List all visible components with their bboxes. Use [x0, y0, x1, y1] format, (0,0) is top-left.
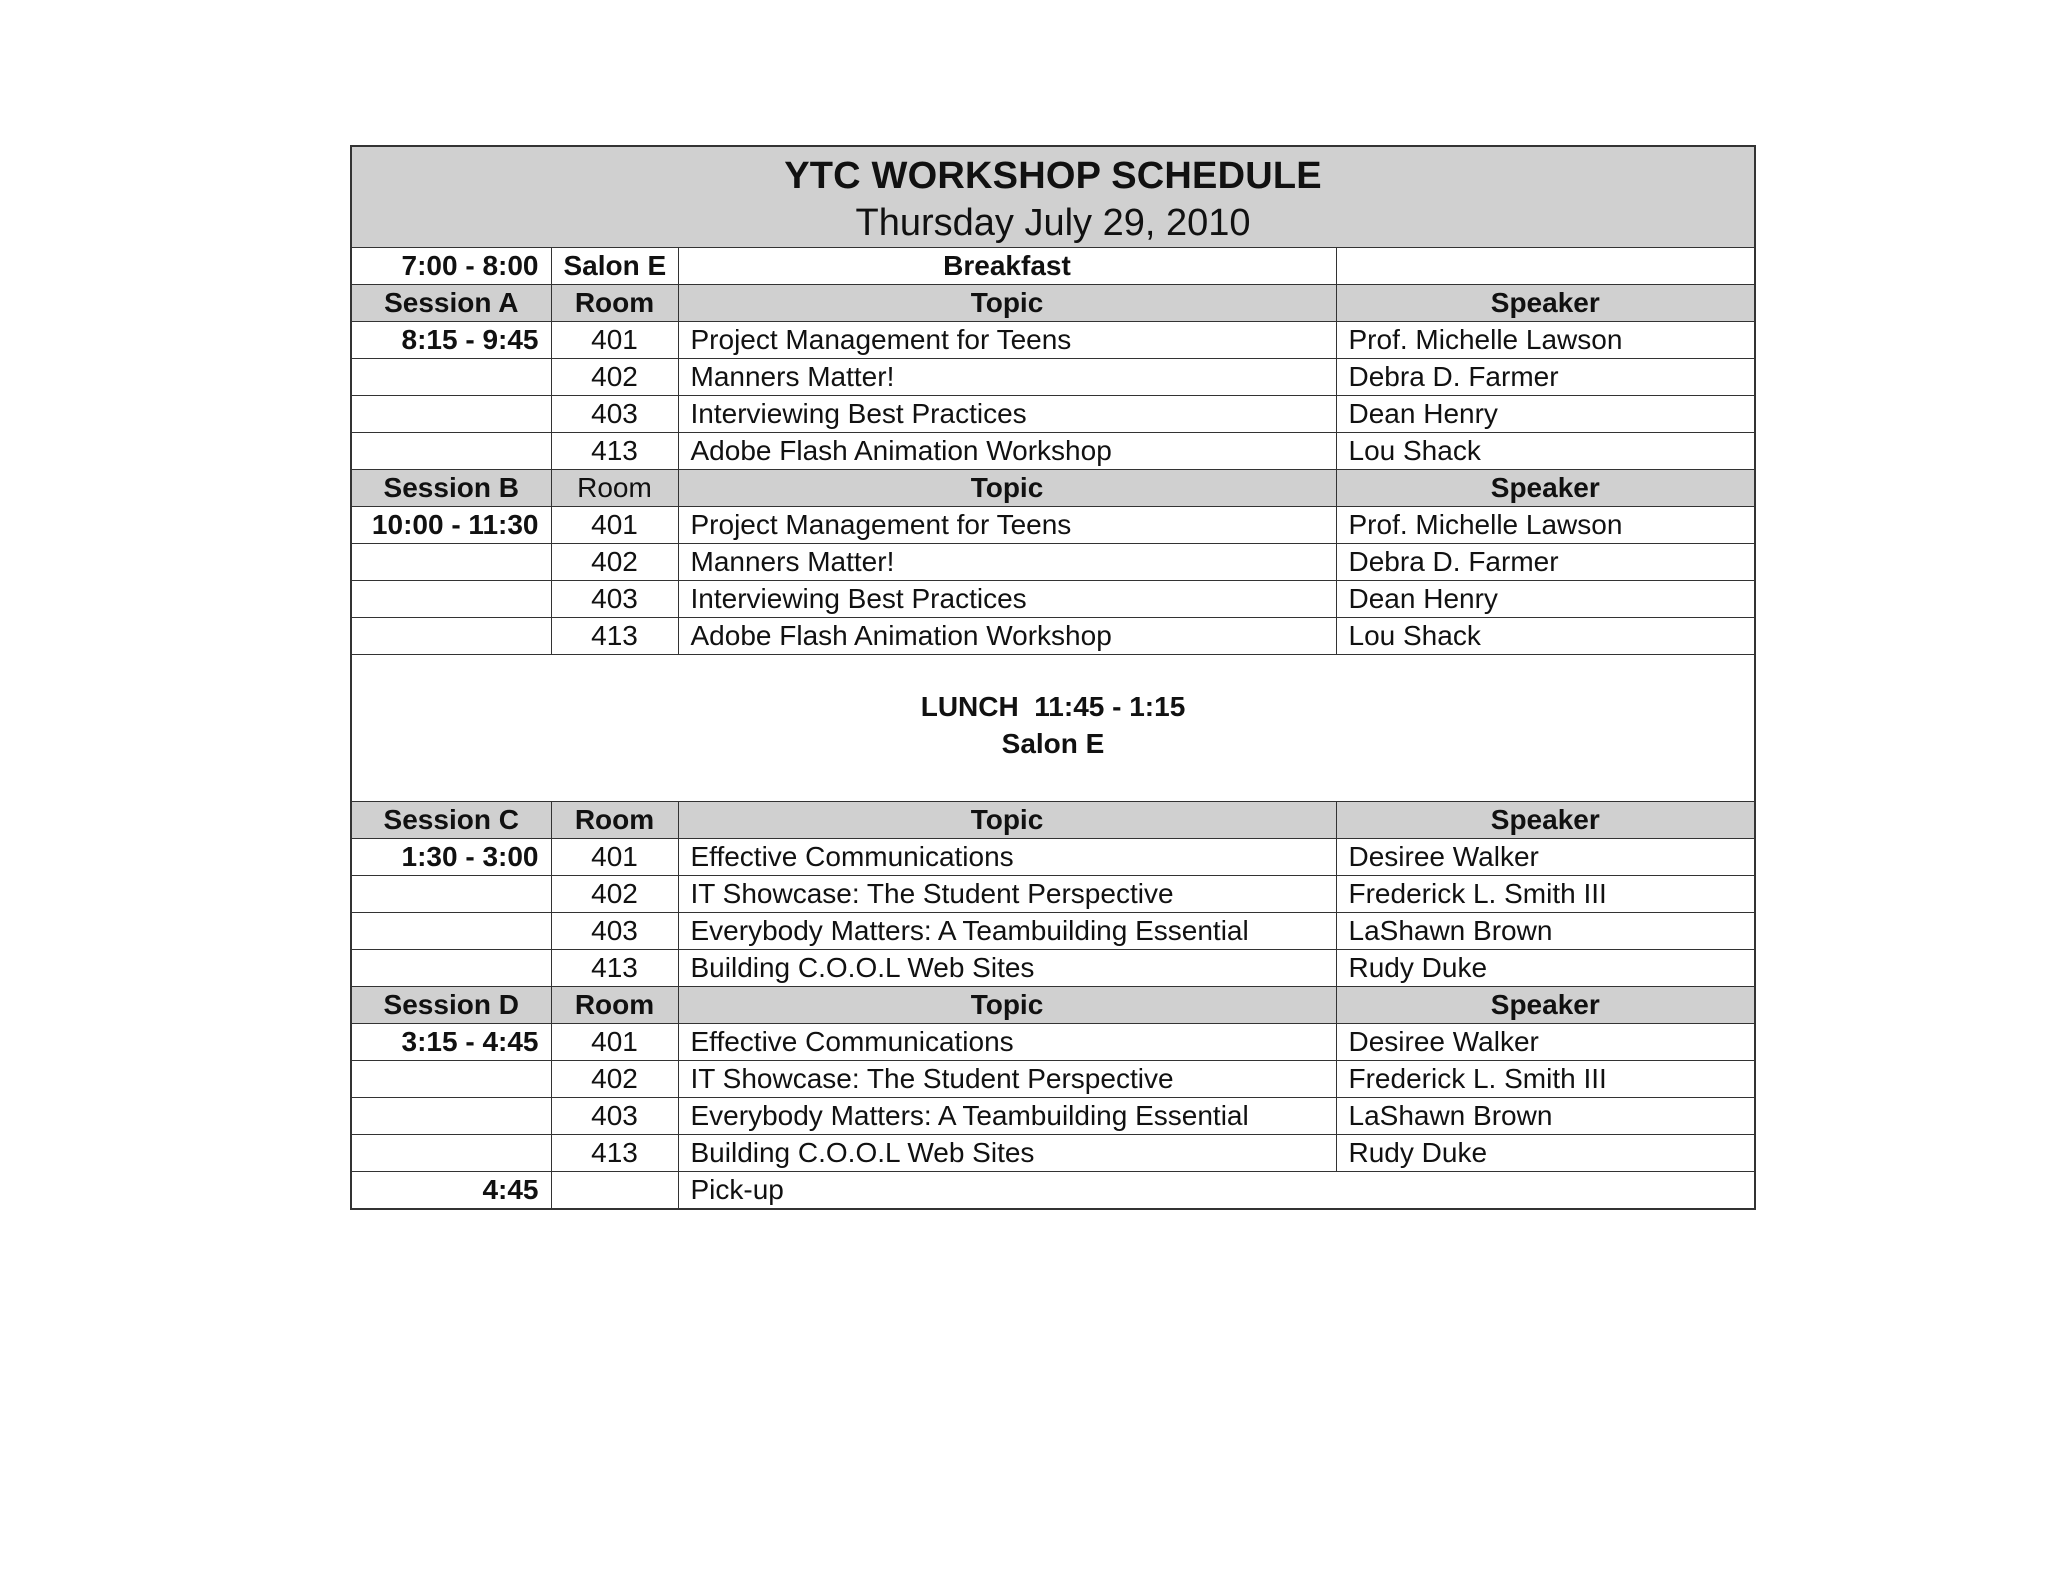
- session-a-time: 8:15 - 9:45: [351, 322, 551, 359]
- time-cell-empty: [351, 1061, 551, 1098]
- topic-cell: IT Showcase: The Student Perspective: [678, 876, 1336, 913]
- speaker-cell: Lou Shack: [1336, 618, 1755, 655]
- speaker-cell: Rudy Duke: [1336, 950, 1755, 987]
- topic-cell: Adobe Flash Animation Workshop: [678, 433, 1336, 470]
- time-cell-empty: [351, 913, 551, 950]
- session-c-name: Session C: [351, 802, 551, 839]
- session-c-header-row: [351, 802, 1755, 839]
- session-c-time: 1:30 - 3:00: [351, 839, 551, 876]
- speaker-cell: Desiree Walker: [1336, 1024, 1755, 1061]
- topic-cell: Building C.O.O.L Web Sites: [678, 1135, 1336, 1172]
- table-row: [351, 581, 1755, 618]
- session-b-header-row: [351, 470, 1755, 507]
- time-cell-empty: [351, 544, 551, 581]
- room-cell: 403: [551, 1098, 678, 1135]
- speaker-cell: Frederick L. Smith III: [1336, 876, 1755, 913]
- table-row: [351, 950, 1755, 987]
- session-d-header-row: [351, 987, 1755, 1024]
- room-cell: 401: [551, 839, 678, 876]
- breakfast-empty-cell: [1336, 248, 1755, 285]
- topic-cell: Interviewing Best Practices: [678, 396, 1336, 433]
- room-cell: 402: [551, 544, 678, 581]
- speaker-cell: Dean Henry: [1336, 396, 1755, 433]
- pickup-room-empty: [551, 1172, 678, 1210]
- pickup-time: 4:45: [351, 1172, 551, 1210]
- speaker-header: Speaker: [1336, 470, 1755, 507]
- room-header: Room: [551, 285, 678, 322]
- table-row: [351, 1098, 1755, 1135]
- table-row: [351, 618, 1755, 655]
- pickup-label: Pick-up: [678, 1172, 1755, 1210]
- topic-cell: Effective Communications: [678, 839, 1336, 876]
- topic-header: Topic: [678, 285, 1336, 322]
- title-row: [351, 146, 1755, 248]
- room-cell: 413: [551, 1135, 678, 1172]
- speaker-cell: Prof. Michelle Lawson: [1336, 322, 1755, 359]
- workshop-schedule-table: [350, 145, 1756, 1210]
- time-cell-empty: [351, 618, 551, 655]
- topic-cell: Interviewing Best Practices: [678, 581, 1336, 618]
- table-row: [351, 876, 1755, 913]
- table-row: [351, 1135, 1755, 1172]
- speaker-cell: Debra D. Farmer: [1336, 544, 1755, 581]
- table-row: [351, 1061, 1755, 1098]
- speaker-cell: Dean Henry: [1336, 581, 1755, 618]
- table-row: [351, 359, 1755, 396]
- topic-cell: Manners Matter!: [678, 544, 1336, 581]
- topic-cell: IT Showcase: The Student Perspective: [678, 1061, 1336, 1098]
- session-a-name: Session A: [351, 285, 551, 322]
- room-header: Room: [551, 987, 678, 1024]
- speaker-header: Speaker: [1336, 285, 1755, 322]
- table-row: [351, 1024, 1755, 1061]
- time-cell-empty: [351, 581, 551, 618]
- room-header: Room: [551, 802, 678, 839]
- title-cell: [351, 146, 1755, 248]
- schedule-date: Thursday July 29, 2010: [855, 202, 1251, 244]
- topic-cell: Everybody Matters: A Teambuilding Essential: [678, 1098, 1336, 1135]
- table-row: [351, 396, 1755, 433]
- session-d-time: 3:15 - 4:45: [351, 1024, 551, 1061]
- speaker-header: Speaker: [1336, 987, 1755, 1024]
- lunch-location: Salon E: [1001, 728, 1105, 759]
- table-row: [351, 507, 1755, 544]
- topic-cell: Effective Communications: [678, 1024, 1336, 1061]
- topic-cell: Manners Matter!: [678, 359, 1336, 396]
- speaker-cell: Desiree Walker: [1336, 839, 1755, 876]
- room-cell: 403: [551, 581, 678, 618]
- topic-header: Topic: [678, 987, 1336, 1024]
- table-row: [351, 913, 1755, 950]
- speaker-cell: Rudy Duke: [1336, 1135, 1755, 1172]
- room-cell: 413: [551, 950, 678, 987]
- lunch-row: [351, 655, 1755, 802]
- topic-cell: Building C.O.O.L Web Sites: [678, 950, 1336, 987]
- time-cell-empty: [351, 876, 551, 913]
- topic-cell: Adobe Flash Animation Workshop: [678, 618, 1336, 655]
- room-cell: 402: [551, 359, 678, 396]
- time-cell-empty: [351, 433, 551, 470]
- session-d-name: Session D: [351, 987, 551, 1024]
- speaker-cell: LaShawn Brown: [1336, 1098, 1755, 1135]
- table-row: [351, 544, 1755, 581]
- room-cell: 413: [551, 618, 678, 655]
- session-b-time: 10:00 - 11:30: [351, 507, 551, 544]
- table-row: [351, 839, 1755, 876]
- schedule-title: YTC WORKSHOP SCHEDULE: [784, 155, 1322, 197]
- speaker-cell: LaShawn Brown: [1336, 913, 1755, 950]
- pickup-row: [351, 1172, 1755, 1210]
- speaker-cell: Debra D. Farmer: [1336, 359, 1755, 396]
- topic-cell: Project Management for Teens: [678, 322, 1336, 359]
- speaker-cell: Prof. Michelle Lawson: [1336, 507, 1755, 544]
- room-header: Room: [551, 470, 678, 507]
- room-cell: 413: [551, 433, 678, 470]
- topic-header: Topic: [678, 470, 1336, 507]
- breakfast-label: Breakfast: [678, 248, 1336, 285]
- room-cell: 401: [551, 1024, 678, 1061]
- topic-cell: Everybody Matters: A Teambuilding Essential: [678, 913, 1336, 950]
- speaker-cell: Frederick L. Smith III: [1336, 1061, 1755, 1098]
- table-row: [351, 322, 1755, 359]
- time-cell-empty: [351, 396, 551, 433]
- session-b-name: Session B: [351, 470, 551, 507]
- time-cell-empty: [351, 1098, 551, 1135]
- session-a-header-row: [351, 285, 1755, 322]
- breakfast-row: [351, 248, 1755, 285]
- room-cell: 401: [551, 507, 678, 544]
- breakfast-room: Salon E: [551, 248, 678, 285]
- time-cell-empty: [351, 950, 551, 987]
- topic-header: Topic: [678, 802, 1336, 839]
- time-cell-empty: [351, 1135, 551, 1172]
- lunch-time: LUNCH 11:45 - 1:15: [920, 691, 1186, 722]
- room-cell: 403: [551, 396, 678, 433]
- lunch-cell: [351, 655, 1755, 802]
- room-cell: 402: [551, 876, 678, 913]
- room-cell: 403: [551, 913, 678, 950]
- breakfast-time: 7:00 - 8:00: [351, 248, 551, 285]
- table-row: [351, 433, 1755, 470]
- speaker-cell: Lou Shack: [1336, 433, 1755, 470]
- time-cell-empty: [351, 359, 551, 396]
- room-cell: 402: [551, 1061, 678, 1098]
- topic-cell: Project Management for Teens: [678, 507, 1336, 544]
- room-cell: 401: [551, 322, 678, 359]
- speaker-header: Speaker: [1336, 802, 1755, 839]
